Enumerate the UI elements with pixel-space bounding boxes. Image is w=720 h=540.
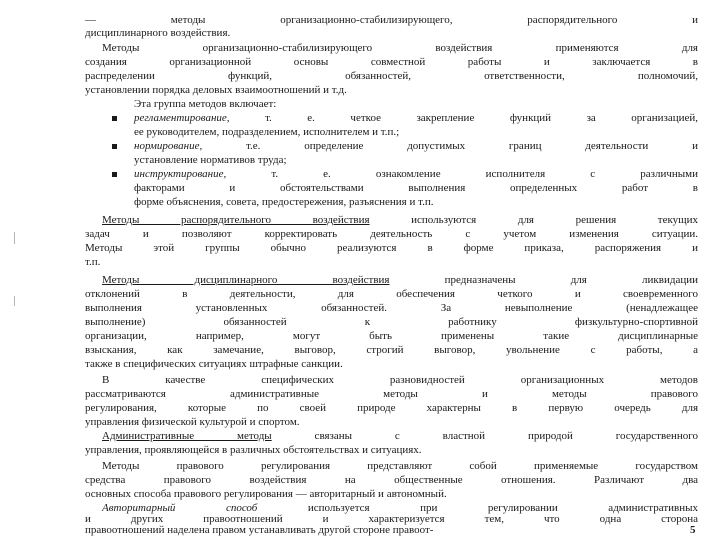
intro-text: — методы организационно-стабилизирующего, распорядительного и — [85, 14, 698, 26]
bullet-text: т. е. четкое закрепление функций за организацией, — [229, 112, 698, 124]
paragraph-text: Методы правового регулирования представляют собой применяемые государством — [102, 460, 698, 472]
paragraph-line — [85, 474, 698, 486]
paragraph-text: выполнение) обязанностей к работнику физкультурно-спортивной — [85, 316, 698, 328]
paragraph-text: управления физической культурой и спортом. — [85, 416, 300, 428]
paragraph-line — [85, 242, 698, 254]
bullet-line — [134, 182, 698, 194]
intro-line — [85, 14, 698, 26]
paragraph-line — [85, 402, 698, 414]
bullet-term: регламентирование, — [134, 112, 230, 124]
bullet-text: т. е. ознакомление исполнителя с различными — [226, 168, 698, 180]
paragraph-text: Эта группа методов включает: — [134, 98, 277, 110]
paragraph-text: установлении порядка деловых взаимоотношений и т.д. — [85, 84, 347, 96]
paragraph-line — [85, 416, 698, 428]
bullet-text: ее руководителем, подразделением, исполнителем и т.п.; — [134, 126, 400, 138]
section-term: Административные методы — [102, 430, 272, 442]
paragraph-text: также в специфических ситуациях штрафные санкции. — [85, 358, 343, 370]
paragraph-line — [102, 274, 698, 286]
paragraph-text: создания организационной основы совместной работы и заключается в — [85, 56, 698, 68]
hidden-overflow-text — [85, 536, 685, 537]
paragraph-line — [85, 228, 698, 240]
paragraph-line — [85, 444, 698, 456]
paragraph-text: Методы организационно-стабилизирующего воздействия применяются для — [102, 42, 698, 54]
intro-line — [85, 27, 698, 39]
bullet-term: инструктирование, — [134, 168, 227, 180]
section-term: Авторитарный способ — [102, 502, 258, 514]
bullet-line — [134, 112, 698, 124]
bullet-text: форме объяснения, совета, предостережения, разъяснения и т.п. — [134, 196, 434, 208]
paragraph-text: рассматриваются административные методы и методы правового — [85, 388, 698, 400]
paragraph-text: самостоятельно устанавливать содержание своих прав и обязанностей, из- — [164, 536, 197, 537]
bullet-icon — [112, 116, 117, 121]
paragraph-text: регулирования, которые по своей природе характерны в первую очередь для — [85, 402, 698, 414]
paragraph-line — [85, 70, 698, 82]
paragraph-text: организации, например, могут быть применены такие дисциплинарные — [85, 330, 698, 342]
bullet-line — [134, 168, 698, 180]
paragraph-line — [134, 98, 698, 110]
paragraph-line — [85, 388, 698, 400]
paragraph-text: используется при регулировании административных — [257, 502, 698, 514]
page-number: 5 — [690, 524, 696, 536]
paragraph-text: управления, проявляющейся в различных обстоятельствах и ситуациях. — [85, 444, 422, 456]
bullet-icon — [112, 172, 117, 177]
paragraph-line — [102, 214, 698, 226]
paragraph-text: т.п. — [85, 256, 101, 268]
paragraph-text: задач и позволяют корректировать деятельность с учетом изменения ситуации. — [85, 228, 698, 240]
bullet-icon — [112, 144, 117, 149]
paragraph-line — [102, 42, 698, 54]
paragraph-text: способ базируется на том, что стороны правоотношений — [107, 536, 132, 537]
bullet-term: нормирование, — [134, 140, 203, 152]
paragraph-line — [85, 358, 698, 370]
paragraph-text: распределении функций, обязанностей, ответственности, полномочий, — [85, 70, 698, 82]
paragraph-line — [102, 460, 698, 472]
scan-edge-mark — [14, 232, 15, 244]
intro-text: дисциплинарного воздействия. — [85, 27, 231, 39]
paragraph-line — [85, 288, 698, 300]
paragraph-text: правоотношений наделена правом устанавливать другой стороне правоот- — [85, 524, 434, 536]
paragraph-line — [85, 56, 698, 68]
paragraph-line — [85, 488, 698, 500]
paragraph-line — [85, 316, 698, 328]
paragraph-text: средства правового воздействия на общественные отношения. Различают два — [85, 474, 698, 486]
paragraph-text: предназначены для ликвидации — [389, 274, 698, 286]
bullet-line — [134, 140, 698, 152]
paragraph-line — [85, 344, 698, 356]
scan-edge-mark — [14, 296, 15, 306]
section-term: Автономный — [101, 536, 108, 537]
bullet-text: т.е. определение допустимых границ деятельности и — [202, 140, 698, 152]
paragraph-text: выполнения установленных обязанностей. За невыполнение (ненадлежащее — [85, 302, 698, 314]
section-term: Методы распорядительного воздействия — [102, 214, 370, 226]
paragraph-text: Методы этой группы обычно реализуются в форме приказа, распоряжения и — [85, 242, 698, 254]
bullet-line — [134, 154, 698, 166]
paragraph-line — [102, 374, 698, 386]
bullet-text: установление нормативов труда; — [134, 154, 287, 166]
bullet-line — [134, 126, 698, 138]
section-term: Методы дисциплинарного воздействия — [102, 274, 390, 286]
paragraph-text: и других правоотношений и характеризуется тем, что одна сторона — [85, 513, 698, 525]
bullet-line — [134, 196, 698, 208]
paragraph-text: являются равноправными и в рамках действующего законодательства могут — [131, 536, 165, 537]
paragraph-text: ношений содержание ее деятельности. — [85, 536, 102, 537]
paragraph-line — [102, 430, 698, 442]
paragraph-text: связаны с властной природой государственного — [271, 430, 698, 442]
paragraph-text: основных способа правового регулирования — авторитарный и автономный. — [85, 488, 447, 500]
paragraph-text: взыскания, как замечание, выговор, строгий выговор, увольнение с работы, а — [85, 344, 698, 356]
paragraph-text: В качестве специфических разновидностей организационных методов — [102, 374, 698, 386]
paragraph-line — [85, 330, 698, 342]
bullet-text: факторами и обстоятельствами выполнения определенных работ в — [134, 182, 698, 194]
paragraph-text: используются для решения текущих — [369, 214, 698, 226]
paragraph-line — [85, 256, 698, 268]
paragraph-text: отклонений в деятельности, для обеспечения четкого и своевременного — [85, 288, 698, 300]
paragraph-line — [85, 84, 698, 96]
paragraph-line — [85, 302, 698, 314]
